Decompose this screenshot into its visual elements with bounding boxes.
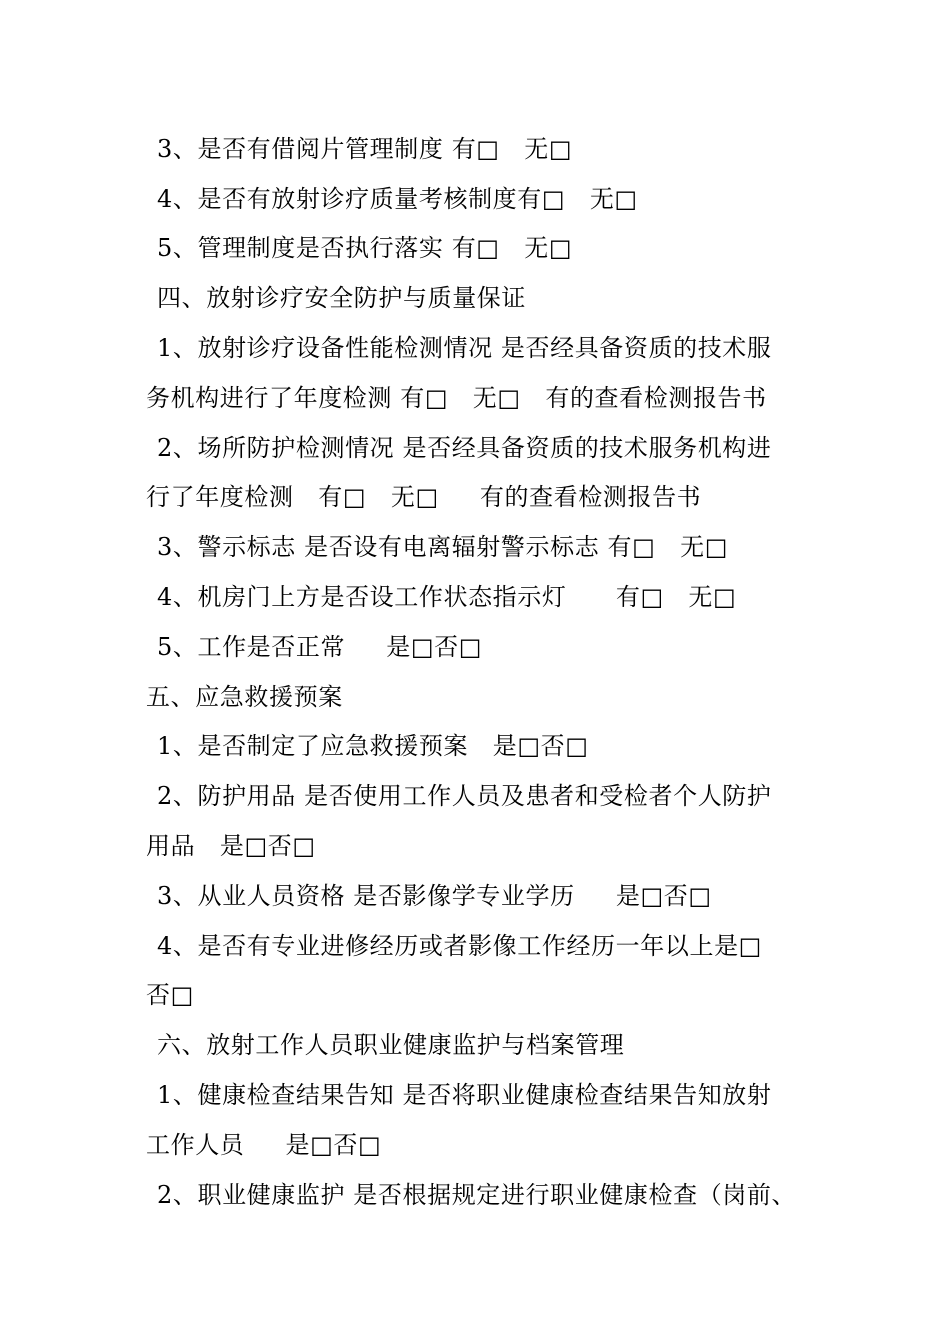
item-2-protective-equipment-cont: 用品 是□否□: [146, 832, 316, 860]
item-4-training-experience: 4、是否有专业进修经历或者影像工作经历一年以上是□: [157, 932, 762, 960]
item-4-training-experience-cont: 否□: [146, 981, 194, 1009]
item-4-quality-assessment-policy: 4、是否有放射诊疗质量考核制度有□ 无□: [157, 185, 638, 213]
item-2-site-protection-testing: 2、场所防护检测情况 是否经具备资质的技术服务机构进: [157, 434, 772, 462]
item-1-health-check-notification-cont: 工作人员 是□否□: [146, 1131, 382, 1159]
item-1-health-check-notification: 1、健康检查结果告知 是否将职业健康检查结果告知放射: [157, 1081, 772, 1109]
item-1-emergency-plan: 1、是否制定了应急救援预案 是□否□: [157, 732, 589, 760]
item-5-working-normally: 5、工作是否正常 是□否□: [157, 633, 482, 661]
item-3-staff-qualification: 3、从业人员资格 是否影像学专业学历 是□否□: [157, 882, 712, 910]
item-1-equipment-testing-cont: 务机构进行了年度检测 有□ 无□ 有的查看检测报告书: [146, 384, 767, 412]
item-2-site-protection-testing-cont: 行了年度检测 有□ 无□ 有的查看检测报告书: [146, 483, 702, 511]
section-6-heading: 六、放射工作人员职业健康监护与档案管理: [157, 1031, 625, 1059]
item-3-loan-film-policy: 3、是否有借阅片管理制度 有□ 无□: [157, 135, 573, 163]
item-4-status-indicator-light: 4、机房门上方是否设工作状态指示灯 有□ 无□: [157, 583, 737, 611]
item-2-protective-equipment: 2、防护用品 是否使用工作人员及患者和受检者个人防护: [157, 782, 772, 810]
section-4-heading: 四、放射诊疗安全防护与质量保证: [157, 284, 526, 312]
item-3-warning-signs: 3、警示标志 是否设有电离辐射警示标志 有□ 无□: [157, 533, 728, 561]
item-5-policy-implementation: 5、管理制度是否执行落实 有□ 无□: [157, 234, 573, 262]
item-1-equipment-testing: 1、放射诊疗设备性能检测情况 是否经具备资质的技术服: [157, 334, 772, 362]
item-2-occupational-health-monitoring: 2、职业健康监护 是否根据规定进行职业健康检查（岗前、: [157, 1181, 797, 1209]
section-5-heading: 五、应急救援预案: [146, 683, 343, 711]
